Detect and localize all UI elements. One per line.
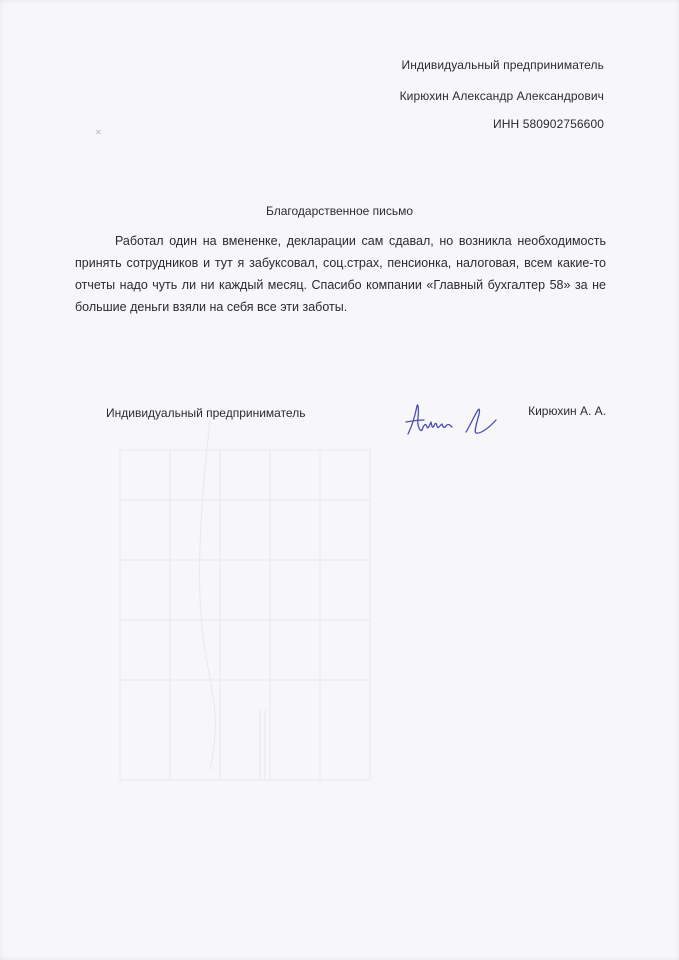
footer-name: Кирюхин А. А. — [528, 404, 606, 418]
footer-role: Индивидуальный предприниматель — [106, 406, 306, 420]
letter-title: Благодарственное письмо — [265, 204, 413, 218]
handwritten-signature — [400, 396, 500, 444]
show-through-graphic — [110, 390, 380, 790]
letterhead-inn: ИНН 580902756600 — [493, 117, 604, 131]
fold-mark: ✕ — [95, 128, 102, 137]
letter-body: Работал один на вмененке, декларации сам сдавал, но возникла необходимость принять сотрудников и тут я забуксовал, соц.страх, пенсионка, налоговая, всем какие-то отчеты надо чуть ли ни каждый месяц. Спасибо компании «Главный бухгалтер 58» за не большие деньги взяли на себя все эти заботы. — [75, 234, 606, 314]
letterhead-role: Индивидуальный предприниматель — [401, 58, 604, 72]
letterhead-name: Кирюхин Александр Александрович — [399, 89, 604, 103]
